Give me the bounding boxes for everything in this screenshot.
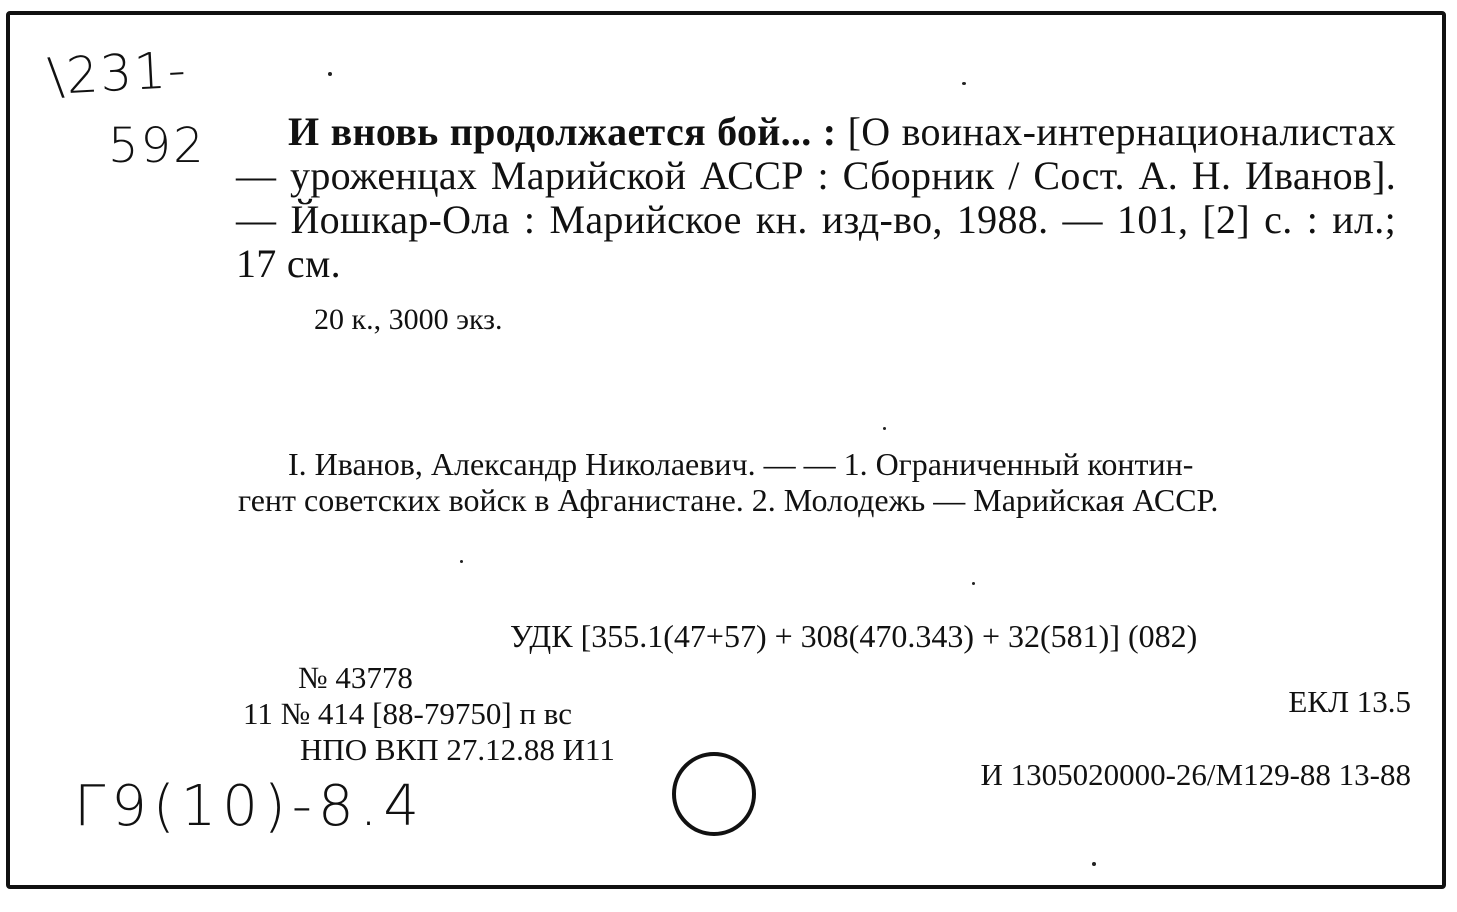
entry-body: [О воинах-интернационалистах — уроженцах Марийской АССР : Сборник / Сост. А. Н. Иванов]. — Йошкар-Ола : Марийское кн. изд-во, 1988. — 101, [2] с. : ил.; 17 см.: [236, 109, 1397, 286]
ekl-code: ЕКЛ 13.5: [1288, 684, 1411, 719]
scan-speck: [1092, 862, 1096, 866]
npo-line: НПО ВКП 27.12.88 И11: [300, 732, 615, 767]
call-number-line1: \231-: [46, 40, 190, 106]
scan-speck: [883, 427, 886, 430]
punch-hole: [672, 752, 756, 836]
tracings: [238, 446, 1406, 518]
bibliographic-entry: [236, 110, 1396, 286]
scan-speck: [972, 582, 975, 585]
scan-speck: [962, 82, 966, 85]
record-number: № 43778: [298, 660, 413, 695]
tracing-first-line: I. Иванов, Александр Николаевич. — — 1. Ограниченный контин-: [288, 446, 1194, 482]
tracing-rest: гент советских войск в Афганистане. 2. Молодежь — Марийская АССР.: [238, 482, 1219, 518]
scan-speck: [328, 72, 332, 76]
entry-heading: И вновь продолжается бой... :: [288, 109, 837, 154]
price-run: 20 к., 3000 экз.: [314, 303, 503, 336]
order-line: 11 № 414 [88-79750] п вс: [243, 696, 572, 731]
isbn-line: И 1305020000-26/М129-88 13-88: [980, 757, 1411, 792]
shelf-mark: Г9(10)-8.4: [74, 774, 426, 839]
call-number-line2: 592: [108, 118, 206, 174]
scan-speck: [460, 560, 463, 563]
udk-classification: УДК [355.1(47+57) + 308(470.343) + 32(581)] (082): [510, 618, 1198, 654]
